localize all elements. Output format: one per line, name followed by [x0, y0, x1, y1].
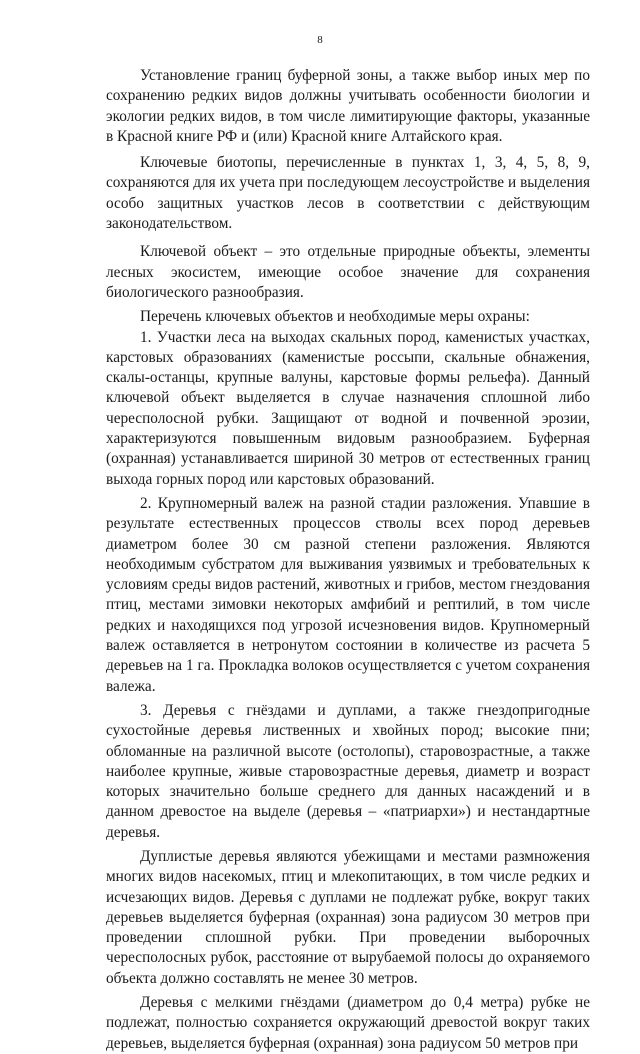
page-number: 8	[317, 34, 323, 46]
paragraph-key-biotopes: Ключевые биотопы, перечисленные в пунктах 1, 3, 4, 5, 8, 9, сохраняются для их учета при последующем лесоустройстве и выделения особо защитных участков лесов в соответствии с действующим законодательством.	[106, 154, 590, 233]
paragraph-small-nests: Деревья с мелкими гнёздами (диаметром до 0,4 метра) рубке не подлежат, полностью сохраняется окружающий древостой вокруг таких деревьев, выделяется буферная (охранная) зона радиусом 50 метров при	[106, 994, 590, 1052]
document-body	[106, 66, 590, 1054]
paragraph-list-intro: Перечень ключевых объектов и необходимые меры охраны:	[140, 308, 530, 326]
paragraph-hollow-trees: Дуплистые деревья являются убежищами и местами размножения многих видов насекомых, птиц и млекопитающих, в том числе редких и исчезающих видов. Деревья с дуплами не подлежат рубке, вокруг таких деревьев выделяется буферная (охранная) зона радиусом 30 метров при проведении сплошной рубки. При проведении выборочных чересполосных рубок, расстояние от вырубаемой полосы до охраняемого объекта должно составлять не менее 30 метров.	[106, 847, 590, 987]
list-item-large-deadwood: 2. Крупномерный валеж на разной стадии разложения. Упавшие в результате естественных процессов стволы всех пород деревьев диаметром более 30 см разной степени разложения. Являются необходимым субстратом для выживания уязвимых и требовательных к условиям среды видов растений, животных и грибов, местом гнездования птиц, местами зимовки некоторых амфибий и рептилий, в том числе редких и находящихся под угрозой исчезновения видов. Крупномерный валеж оставляется в нетронутом состоянии в количестве из расчета 5 деревьев на 1 га. Прокладка волоков осуществляется с учетом сохранения валежа.	[106, 494, 590, 695]
list-item-rock-outcrops: 1. Участки леса на выходах скальных пород, каменистых участках, карстовых образованиях (каменистые россыпи, скальные обнажения, скалы-останцы, крупные валуны, карстовые формы рельефа). Данный ключевой объект выделяется в случае назначения сплошной либо чересполосной рубки. Защищают от водной и почвенной эрозии, характеризуются повышенным видовым разнообразием. Буферная (охранная) устанавливается шириной 30 метров от естественных границ выхода горных пород или карстовых образований.	[106, 328, 590, 488]
paragraph-key-object-definition: Ключевой объект – это отдельные природные объекты, элементы лесных экосистем, имеющие особое значение для сохранения биологического разнообразия.	[106, 243, 590, 301]
list-item-nest-trees: 3. Деревья с гнёздами и дуплами, а также гнездопригодные сухостойные деревья лиственных и хвойных пород; высокие пни; обломанные на различной высоте (остолопы), старовозрастные, а также наиболее крупные, живые старовозрастные деревья, диаметр и возраст которых значительно больше среднего для данных насаждений и в данном древостое на выделе (деревья – «патриархи») и нестандартные деревья.	[106, 701, 590, 841]
paragraph-buffer-zone: Установление границ буферной зоны, а также выбор иных мер по сохранению редких видов должны учитывать особенности биологии и экологии редких видов, в том числе лимитирующие факторы, указанные в Красной книге РФ и (или) Красной книге Алтайского края.	[106, 67, 590, 145]
